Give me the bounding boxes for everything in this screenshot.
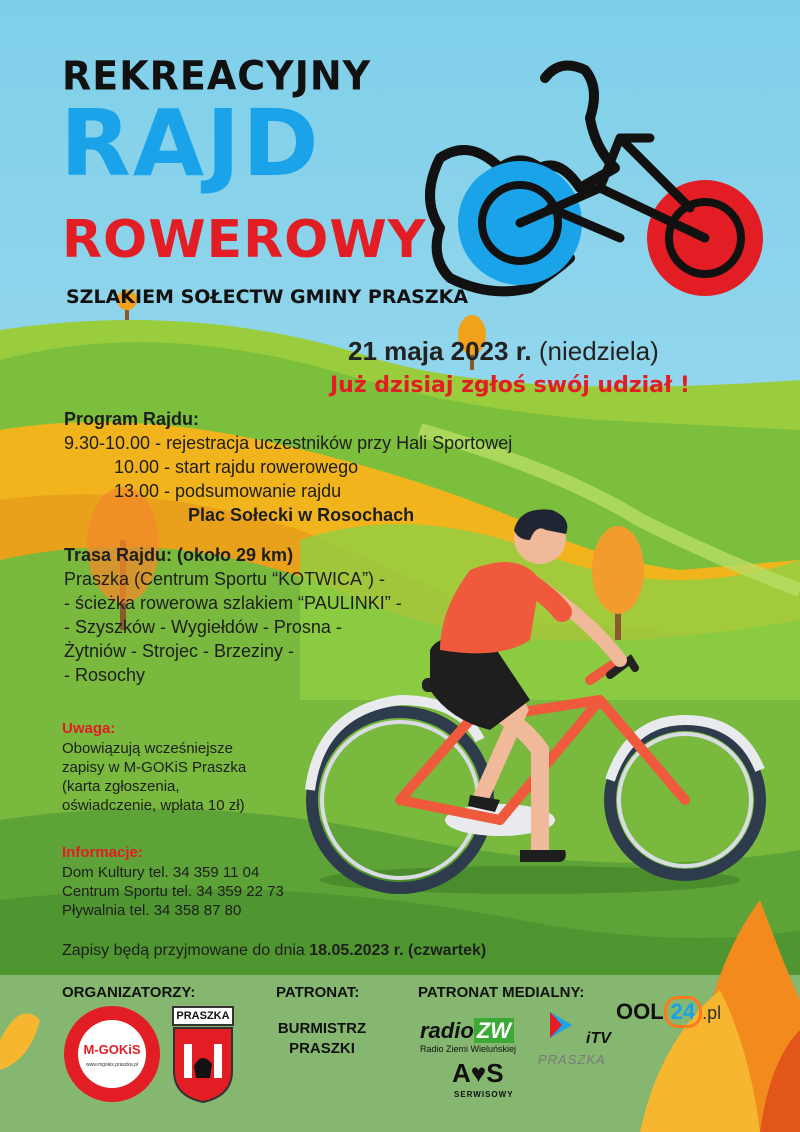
info-heading: Informacje: [62,844,143,861]
ool-text: OOL [616,999,664,1024]
program-item: 9.30-10.00 - rejestracja uczestników przy Hali Sportowej [64,433,513,453]
route-line: - Rosochy [64,665,146,685]
signup-prefix: Zapisy będą przyjmowane do dnia [62,942,310,959]
radio-logo-zw: ZW [474,1018,514,1043]
patron-name-2: PRASZKI [289,1040,355,1057]
signup-deadline [62,942,486,960]
program-heading: Program Rajdu: [64,409,200,429]
praszka-crest-label: PRASZKA [172,1006,234,1026]
ool-number: 24 [664,996,702,1028]
call-to-action: Już dzisiaj zgłoś swój udział ! [330,373,690,398]
route-line: Praszka (Centrum Sportu “KOTWICA”) - [64,569,386,589]
mgokis-url: www.mgokis.praszka.pl [86,1062,138,1068]
as-logo: A♥S [452,1058,504,1088]
note-heading: Uwaga: [62,720,116,737]
radio-logo-text: radio [420,1018,474,1043]
event-date-day: (niedziela) [531,336,659,366]
info-line: Centrum Sportu tel. 34 359 22 73 [62,883,284,900]
subtitle: SZLAKIEM SOŁECTW GMINY PRASZKA [66,286,469,308]
praszka-crest [172,1006,234,1102]
note-line: oświadczenie, wpłata 10 zł) [62,797,245,814]
itv-play-icon [546,1010,576,1040]
radio-zw-logo [420,1018,532,1054]
ool24-logo [616,996,721,1028]
note-line: (karta zgłoszenia, [62,778,180,795]
signup-date: 18.05.2023 r. (czwartek) [309,942,487,959]
patron-label: PATRONAT: [276,984,360,1001]
patron-name-1: BURMISTRZ [277,1020,367,1037]
itv-sub: PRASZKA [538,1052,606,1067]
bike-logo-icon [410,58,780,318]
itv-text: iTV [586,1030,611,1047]
title-line-1: REKREACYJNY [62,52,372,100]
mgokis-text: M-GOKiS [83,1042,141,1057]
as-sub: SERWISOWY [454,1090,514,1099]
title-line-2: RAJD [60,90,321,197]
title-line-3: ROWEROWY [62,210,427,270]
mgokis-logo [62,1004,162,1104]
media-label: PATRONAT MEDIALNY: [418,984,585,1001]
organizers-label: ORGANIZATORZY: [62,984,196,1001]
info-line: Pływalnia tel. 34 358 87 80 [62,902,242,919]
event-date-main: 21 maja 2023 r. [348,336,532,366]
route-line: - Szyszków - Wygiełdów - Prosna - [64,617,342,637]
program-place: Plac Sołecki w Rosochach [188,505,415,525]
route-line: - ścieżka rowerowa szlakiem “PAULINKI” - [64,593,402,613]
program-item: 10.00 - start rajdu rowerowego [114,457,359,477]
crest-shield-icon [172,1026,234,1104]
note-line: Obowiązują wcześniejsze [62,740,233,757]
route-heading: Trasa Rajdu: (około 29 km) [64,545,294,565]
ool-tld: .pl [702,1003,722,1023]
program-item: 13.00 - podsumowanie rajdu [114,481,342,501]
cyclist-illustration [290,500,770,900]
note-line: zapisy w M-GOKiS Praszka [62,759,247,776]
route-line: Żytniów - Strojec - Brzeziny - [64,641,295,661]
info-line: Dom Kultury tel. 34 359 11 04 [62,864,260,881]
radio-sub: Radio Ziemi Wieluńskiej [420,1044,517,1054]
event-date [348,336,659,367]
